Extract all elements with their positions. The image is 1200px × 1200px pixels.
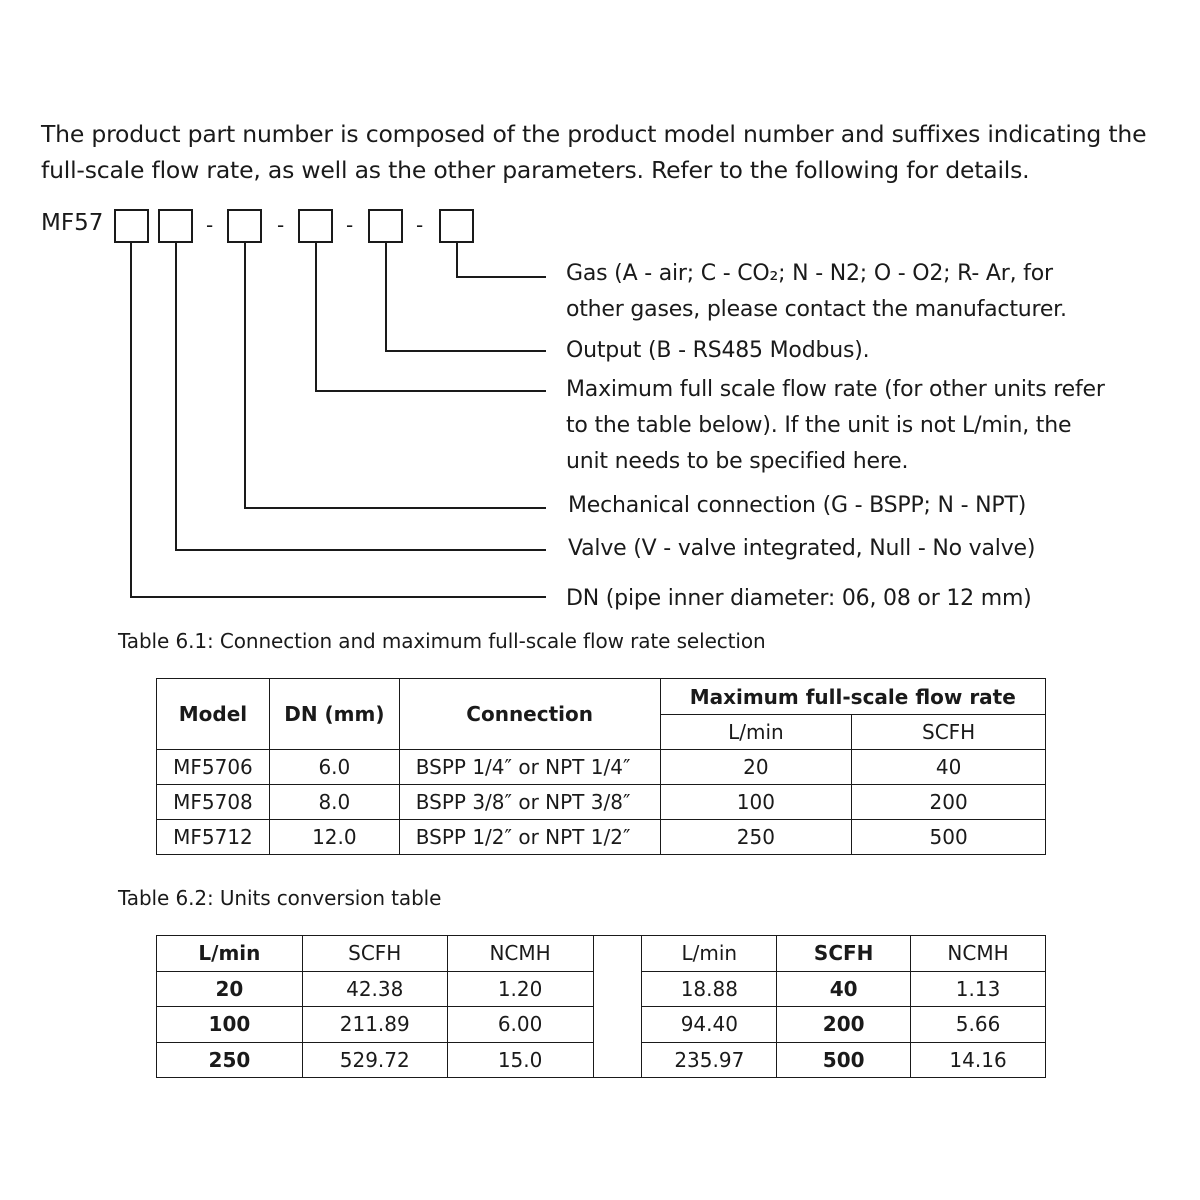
leader-flow <box>316 242 546 391</box>
table-row <box>157 785 1046 820</box>
cell: 100 <box>157 1007 303 1043</box>
desc-mechanical: Mechanical connection (G - BSPP; N - NPT) <box>568 493 1027 518</box>
table2-caption: Table 6.2: Units conversion table <box>118 886 442 910</box>
suffix-box-flow <box>299 210 332 242</box>
leader-output <box>386 242 546 351</box>
suffix-box-valve <box>159 210 192 242</box>
cell: 15.0 <box>447 1042 593 1078</box>
cell: 1.13 <box>911 971 1046 1007</box>
units-conversion-table <box>156 935 1046 1078</box>
table-row <box>157 750 1046 785</box>
cell-connection: BSPP 1/4″ or NPT 1/4″ <box>399 750 660 785</box>
suffix-box-output <box>369 210 402 242</box>
cell: 235.97 <box>642 1042 777 1078</box>
header-left-ncmh: NCMH <box>447 936 593 972</box>
desc-valve: Valve (V - valve integrated, Null - No valve) <box>568 536 1036 561</box>
cell: 200 <box>777 1007 911 1043</box>
desc-gas-line2: other gases, please contact the manufacturer. <box>566 297 1067 322</box>
cell-dn: 6.0 <box>269 750 399 785</box>
leader-gas <box>457 242 546 277</box>
desc-output: Output (B - RS485 Modbus). <box>566 338 870 363</box>
desc-dn: DN (pipe inner diameter: 06, 08 or 12 mm) <box>566 586 1032 611</box>
cell: 500 <box>777 1042 911 1078</box>
cell-lmin: 100 <box>660 785 852 820</box>
cell: 42.38 <box>302 971 447 1007</box>
cell: 18.88 <box>642 971 777 1007</box>
suffix-box-connection <box>228 210 261 242</box>
intro-paragraph: The product part number is composed of the product model number and suffixes indicating the full-scale flow rate, as well as the other parameters. Refer to the following for details. <box>41 120 1147 184</box>
cell: 250 <box>157 1042 303 1078</box>
table-gap <box>593 936 642 1078</box>
desc-flow-line2: to the table below). If the unit is not L/min, the <box>566 413 1072 438</box>
desc-flow-line3: unit needs to be specified here. <box>566 449 909 474</box>
model-prefix: MF57 <box>41 210 104 236</box>
desc-flow-line1: Maximum full scale flow rate (for other units refer <box>566 377 1105 402</box>
cell: 1.20 <box>447 971 593 1007</box>
separator-4: - <box>416 213 424 237</box>
cell: 211.89 <box>302 1007 447 1043</box>
header-max-flow: Maximum full-scale flow rate <box>660 679 1045 715</box>
suffix-box-gas <box>440 210 473 242</box>
cell: 5.66 <box>911 1007 1046 1043</box>
flow-rate-selection-table <box>156 678 1046 855</box>
header-right-scfh: SCFH <box>777 936 911 972</box>
cell: 14.16 <box>911 1042 1046 1078</box>
table1-caption: Table 6.1: Connection and maximum full-scale flow rate selection <box>118 629 766 653</box>
header-left-lmin: L/min <box>157 936 303 972</box>
header-lmin: L/min <box>660 715 852 750</box>
cell: 6.00 <box>447 1007 593 1043</box>
header-left-scfh: SCFH <box>302 936 447 972</box>
cell-connection: BSPP 1/2″ or NPT 1/2″ <box>399 820 660 855</box>
cell: 529.72 <box>302 1042 447 1078</box>
suffix-box-dn <box>115 210 148 242</box>
header-right-ncmh: NCMH <box>911 936 1046 972</box>
cell-connection: BSPP 3/8″ or NPT 3/8″ <box>399 785 660 820</box>
header-model: Model <box>157 679 270 750</box>
cell-model: MF5712 <box>157 820 270 855</box>
header-right-lmin: L/min <box>642 936 777 972</box>
cell: 94.40 <box>642 1007 777 1043</box>
cell-dn: 12.0 <box>269 820 399 855</box>
cell-scfh: 40 <box>852 750 1046 785</box>
cell: 20 <box>157 971 303 1007</box>
separator-2: - <box>277 213 285 237</box>
leader-valve <box>176 242 546 550</box>
table-row <box>157 820 1046 855</box>
cell: 40 <box>777 971 911 1007</box>
leader-mechanical <box>245 242 546 508</box>
cell-lmin: 20 <box>660 750 852 785</box>
cell-scfh: 500 <box>852 820 1046 855</box>
separator-1: - <box>206 213 214 237</box>
separator-3: - <box>346 213 354 237</box>
desc-gas-line1: Gas (A - air; C - CO₂; N - N2; O - O2; R- Ar, for <box>566 261 1053 286</box>
cell-model: MF5708 <box>157 785 270 820</box>
cell-dn: 8.0 <box>269 785 399 820</box>
leader-dn <box>131 242 546 597</box>
header-scfh: SCFH <box>852 715 1046 750</box>
header-dn: DN (mm) <box>269 679 399 750</box>
header-connection: Connection <box>399 679 660 750</box>
cell-scfh: 200 <box>852 785 1046 820</box>
cell-model: MF5706 <box>157 750 270 785</box>
cell-lmin: 250 <box>660 820 852 855</box>
